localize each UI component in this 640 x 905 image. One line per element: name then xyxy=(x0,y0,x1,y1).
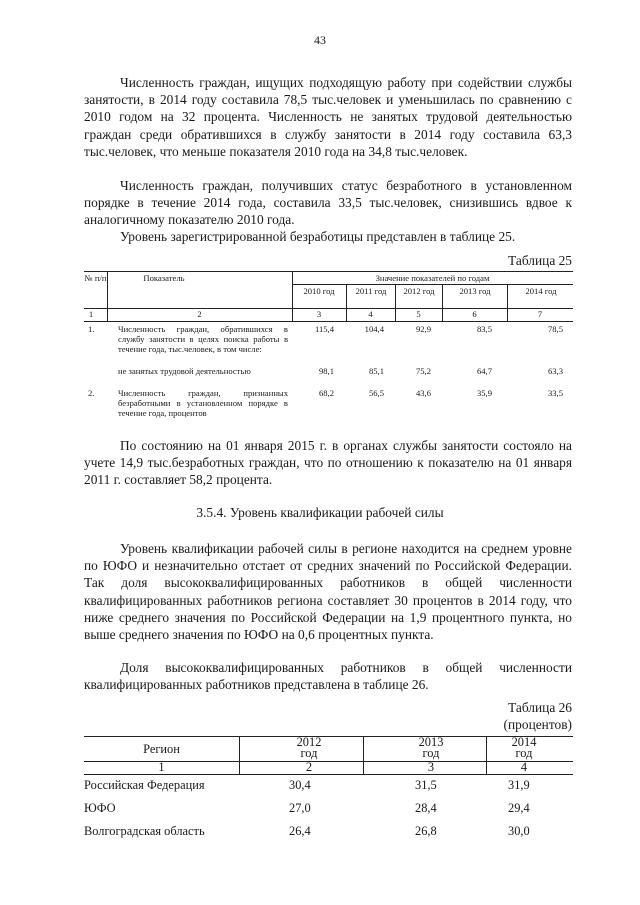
table25-header-year: 2014 год xyxy=(525,286,557,296)
table25-col-number: 5 xyxy=(416,309,421,319)
paragraph-qualification-level: Уровень квалификации рабочей силы в регионе находится на среднем уровне по ЮФО и незначительно отстает от средних значений по Российской Федерации. Так доля высококвалифицированных работников в общей численности квалифицированных работников региона составляет 30 процентов в 2014 году, что ниже среднего значения по Российской Федерации на 1,9 процентного пункта, но выше среднего значения по ЮФО на 0,6 процентных пункта. xyxy=(84,541,572,643)
table26-col-number: 2 xyxy=(305,760,313,774)
paragraph-table25-intro: Уровень зарегистрированной безработицы представлен в таблице 25. xyxy=(120,229,516,244)
cell-value: 64,7 xyxy=(476,366,492,376)
table-25 xyxy=(84,271,573,418)
cell-value: 85,1 xyxy=(368,366,384,376)
table26-col-number: 1 xyxy=(158,760,165,774)
table26-header-year: 2013 год xyxy=(418,735,444,760)
table26-header-region: Регион xyxy=(143,742,180,756)
table26-header xyxy=(84,736,573,775)
paragraph-job-seekers: Численность граждан, ищущих подходящую работу при содействии службы занятости, в 2014 году составила 78,5 тыс.человек и уменьшилась по сравнению с 2010 годом на 32 процента. Численность не занятых трудовой деятельностью граждан среди обратившихся в службу занятости в 2014 году составила 63,3 тыс.человек, что меньше показателя 2010 года на 34,8 тыс.человек. xyxy=(84,75,572,159)
cell-value: 104,4 xyxy=(364,324,384,334)
row-region: Волгоградская область xyxy=(84,824,205,838)
cell-value: 35,9 xyxy=(476,388,492,398)
cell-value: 28,4 xyxy=(415,801,437,815)
table25-col-number: 1 xyxy=(88,309,94,319)
table-row xyxy=(84,778,573,796)
cell-value: 98,1 xyxy=(318,366,334,376)
row-label: Численность граждан, признанных безработными в установленном порядке в течение года, процентов xyxy=(118,388,288,418)
cell-value: 26,4 xyxy=(289,824,311,838)
cell-value: 30,0 xyxy=(508,824,530,838)
paragraph-table26-intro: Доля высококвалифицированных работников в общей численности квалифицированных работников представлена в таблице 26. xyxy=(84,660,572,693)
table-row xyxy=(84,824,573,842)
table25-col-number: 3 xyxy=(316,309,322,319)
table25-header-num: № п/п xyxy=(84,273,107,283)
cell-value: 115,4 xyxy=(314,324,334,334)
cell-value: 83,5 xyxy=(476,324,492,334)
table26-caption: Таблица 26 xyxy=(508,700,572,715)
row-label: не занятых трудовой деятельностью xyxy=(118,366,251,376)
cell-value: 31,9 xyxy=(508,778,530,792)
table25-caption: Таблица 25 xyxy=(508,253,572,268)
table25-col-number: 6 xyxy=(472,309,477,319)
row-region: Российская Федерация xyxy=(84,778,205,792)
section-heading: 3.5.4. Уровень квалификации рабочей силы xyxy=(196,505,444,520)
table25-header-indicator: Показатель xyxy=(143,273,185,283)
cell-value: 63,3 xyxy=(547,366,563,376)
table26-col-number: 4 xyxy=(520,760,528,774)
cell-value: 56,5 xyxy=(368,388,384,398)
cell-value: 43,6 xyxy=(415,388,431,398)
cell-value: 31,5 xyxy=(415,778,437,792)
table25-col-number: 7 xyxy=(537,309,543,319)
cell-value: 26,8 xyxy=(415,824,437,838)
cell-value: 75,2 xyxy=(415,366,431,376)
cell-value: 68,2 xyxy=(318,388,334,398)
row-number: 1. xyxy=(88,324,95,334)
table25-header-year: 2011 год xyxy=(355,286,387,296)
row-label: Численность граждан, обратившихся в службу занятости в целях поиска работы в течение года, тыс.человек, в том числе: xyxy=(118,324,288,354)
cell-value: 30,4 xyxy=(289,778,311,792)
paragraph-registered-unemployed: По состоянию на 01 января 2015 г. в органах службы занятости состояло на учете 14,9 тыс.безработных граждан, что по отношению к показателю на 01 января 2011 г. составляет 58,2 процента. xyxy=(84,438,572,488)
paragraph-unemployed-status: Численность граждан, получивших статус безработного в установленном порядке в течение 2014 года, составила 33,5 тыс.человек, снизившись вдвое к аналогичному показателю 2010 года. xyxy=(84,178,572,228)
table25-header-year: 2010 год xyxy=(303,286,335,296)
table-26 xyxy=(84,735,573,838)
table25-header xyxy=(84,271,573,322)
table-row xyxy=(84,801,573,819)
table26-header-year: 2012 год xyxy=(296,735,322,760)
cell-value: 78,5 xyxy=(547,324,563,334)
cell-value: 92,9 xyxy=(415,324,431,334)
row-number: 2. xyxy=(88,388,95,398)
page-number: 43 xyxy=(314,33,326,47)
cell-value: 29,4 xyxy=(508,801,530,815)
cell-value: 33,5 xyxy=(547,388,563,398)
table26-header-year: 2014 год xyxy=(511,735,537,760)
table26-caption-unit: (процентов) xyxy=(503,717,572,732)
row-region: ЮФО xyxy=(84,801,116,815)
table26-col-number: 3 xyxy=(427,760,435,774)
table25-col-number: 2 xyxy=(197,309,202,319)
cell-value: 27,0 xyxy=(289,801,311,815)
table25-header-year: 2012 год xyxy=(403,286,435,296)
table25-header-year: 2013 год xyxy=(459,286,491,296)
table25-col-number: 4 xyxy=(368,309,373,319)
table25-header-values-group: Значение показателей по годам xyxy=(375,273,490,283)
